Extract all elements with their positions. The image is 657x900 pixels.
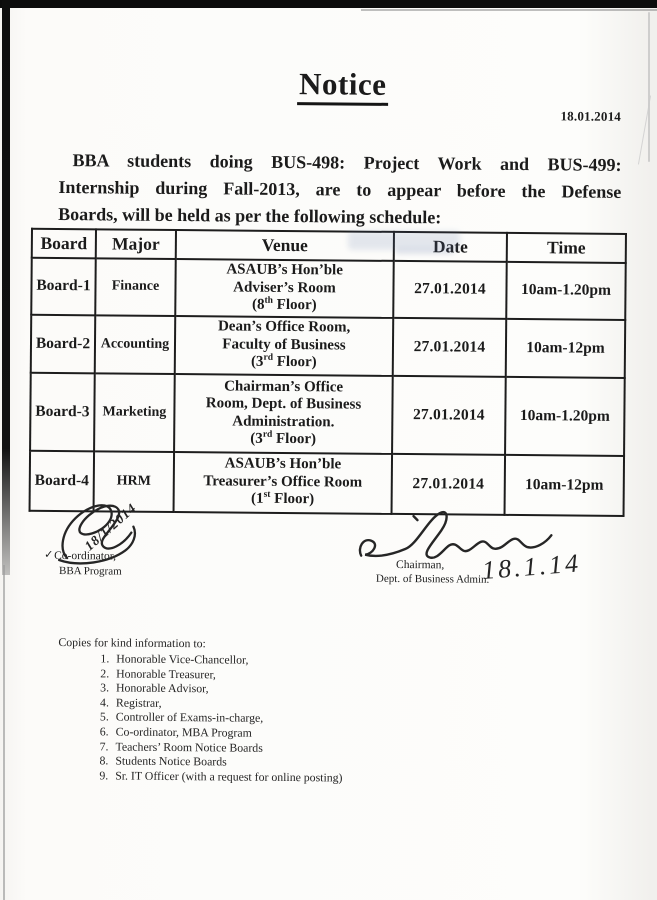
venue-line: Faculty of Business bbox=[222, 336, 346, 354]
intro-line: Boards, will be held as per the following schedule: bbox=[58, 203, 442, 228]
venue-floor: (3rd Floor) bbox=[250, 429, 317, 448]
scan-fold-line bbox=[648, 12, 650, 162]
chairman-signature-scribble bbox=[355, 508, 566, 579]
list-item: 2. Honorable Treasurer, bbox=[112, 667, 343, 682]
time-cell: 10am-1.20pm bbox=[505, 376, 625, 455]
date-cell: 27.01.2014 bbox=[392, 375, 506, 454]
schedule-table bbox=[29, 228, 627, 517]
scan-edge-top bbox=[0, 0, 657, 8]
venue-cell bbox=[175, 259, 393, 317]
time-cell: 10am-12pm bbox=[506, 318, 626, 377]
list-item: 3. Honorable Advisor, bbox=[112, 682, 343, 697]
board-cell: Board-4 bbox=[30, 450, 95, 511]
column-header-major: Major bbox=[96, 229, 176, 259]
date-cell: 27.01.2014 bbox=[393, 261, 506, 318]
venue-line: Chairman’s Office bbox=[224, 377, 344, 395]
venue-floor: (8th Floor) bbox=[251, 295, 317, 314]
handwritten-date-right: 18.1.14 bbox=[481, 548, 583, 585]
handwritten-date-left: 18/1/2014 bbox=[81, 500, 140, 554]
venue-cell bbox=[174, 452, 393, 514]
coordinator-label: Co-ordinator, bbox=[54, 549, 117, 563]
intro-paragraph bbox=[58, 147, 622, 233]
intro-line: BBA students doing BUS-498: Project Work and BUS-499: bbox=[72, 150, 622, 175]
venue-line: Administration. bbox=[232, 413, 335, 430]
time-cell: 10am-12pm bbox=[505, 454, 625, 515]
issued-date: 18.01.2014 bbox=[560, 108, 622, 124]
column-header-board: Board bbox=[32, 229, 96, 259]
table-row bbox=[31, 314, 625, 377]
major-cell: Accounting bbox=[95, 315, 176, 374]
venue-cell bbox=[175, 316, 393, 376]
date-cell: 27.01.2014 bbox=[393, 317, 507, 376]
title-row bbox=[0, 65, 656, 107]
chairman-label: Chairman, bbox=[396, 558, 445, 572]
board-cell: Board-3 bbox=[30, 372, 95, 451]
major-cell: Finance bbox=[95, 258, 175, 315]
list-item: 6. Co-ordinator, MBA Program bbox=[112, 725, 343, 740]
coordinator-signature-scribble bbox=[53, 496, 184, 572]
scan-edge-top-line bbox=[361, 9, 657, 11]
venue-line: ASAUB’s Hon’ble bbox=[224, 455, 342, 473]
checkmark-icon: ✓ bbox=[44, 548, 54, 561]
dept-label: Dept. of Business Admin. bbox=[375, 572, 490, 586]
venue-line: ASAUB’s Hon’ble bbox=[226, 261, 343, 279]
list-item: 4. Registrar, bbox=[112, 696, 343, 711]
scan-edge-left-lower bbox=[3, 565, 5, 900]
major-cell: Marketing bbox=[94, 373, 175, 452]
column-header-time: Time bbox=[507, 233, 626, 263]
list-item: 7. Teachers’ Room Notice Boards bbox=[111, 740, 342, 755]
list-item: 5. Controller of Exams-in-charge, bbox=[112, 711, 343, 726]
board-cell: Board-2 bbox=[31, 314, 96, 373]
table-row bbox=[30, 372, 625, 455]
major-cell: HRM bbox=[94, 451, 175, 512]
table-row bbox=[31, 258, 625, 320]
venue-line: Treasurer’s Office Room bbox=[203, 473, 363, 491]
column-header-date: Date bbox=[394, 232, 507, 262]
date-cell: 27.01.2014 bbox=[392, 453, 506, 514]
venue-line: Dean’s Office Room, bbox=[217, 318, 351, 336]
venue-line: Adviser’s Room bbox=[233, 279, 336, 296]
venue-cell bbox=[174, 374, 393, 454]
scan-edge-left bbox=[2, 0, 10, 575]
intro-line: Internship during Fall-2013, are to appear before the Defense bbox=[58, 176, 622, 202]
venue-floor: (1st Floor) bbox=[251, 490, 315, 508]
bba-program-label: BBA Program bbox=[58, 565, 122, 578]
copies-section bbox=[57, 635, 344, 786]
time-cell: 10am-1.20pm bbox=[506, 262, 625, 320]
board-cell: Board-1 bbox=[31, 258, 95, 315]
page-title: Notice bbox=[297, 68, 389, 105]
list-item: 9. Sr. IT Officer (with a request for online posting) bbox=[111, 769, 342, 784]
list-item: 8. Students Notice Boards bbox=[111, 755, 342, 770]
venue-line: Room, Dept. of Business bbox=[205, 395, 362, 413]
column-header-venue: Venue bbox=[176, 230, 394, 261]
ink-bleed-artifact-small bbox=[396, 247, 454, 255]
copies-list bbox=[93, 652, 343, 784]
list-item: 1. Honorable Vice-Chancellor, bbox=[112, 652, 343, 667]
venue-floor: (3rd Floor) bbox=[250, 353, 317, 371]
copies-label: Copies for kind information to: bbox=[58, 635, 206, 651]
